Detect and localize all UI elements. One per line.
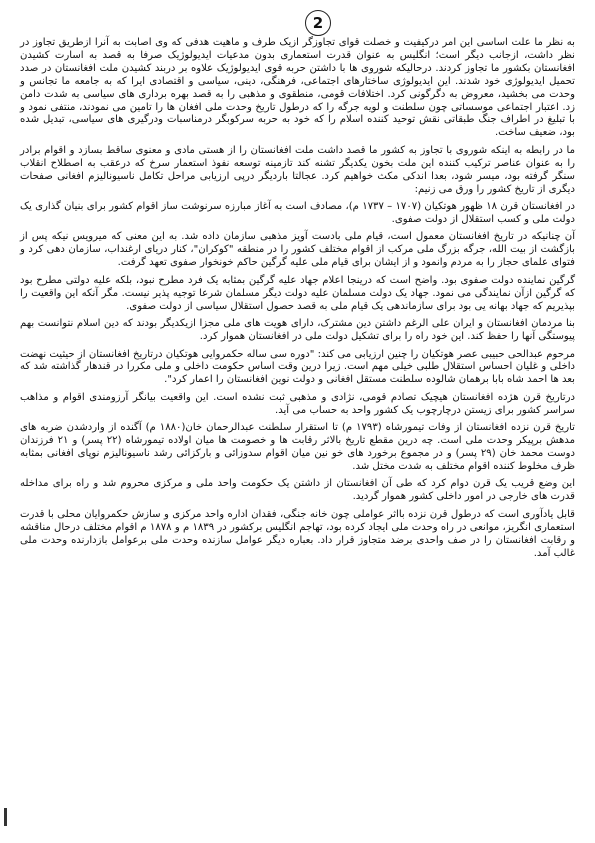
paragraph: ما در رابطه به اینکه شوروی با تجاوز به کشور ما قصد داشت ملت افغانستان را از هستی مادی و معنوی ساقط بسازد و اقوام برادر را به عنوان عناصر ترکیب کننده این ملت بخون یکدیگر تشنه کند تازمینه توسعه نفوذ استعمار سرخ که درعقب به اصطلاح انقلاب سنگر گرفته بود، میسر شود، بعدا اندکی مکث خواهیم کرد. عجالتا باردیگر درپی ارزیابی مراحل تکامل ناسیونالیزم افغانی صفحات دیگری از تاریخ کشور را ورق می زنیم: bbox=[20, 144, 575, 195]
page-header bbox=[20, 10, 575, 37]
paragraph: قابل یادآوری است که درطول قرن نزده بااثر عواملی چون خانه جنگی، فقدان اداره واحد مرکزی و سازش حکمروایان محلی با قدرت استعماری انگریز، موانعی در راه وحدت ملی ایجاد کرده بود، تهاجم انگلیس برکشور در ۱۸۳۹ م و ۱۸۷۸ م اقوام مختلف درحال مناقشه و رقابت افغانستان را در صف واحدی برضد متجاوز قرار داد. بعباره دیگر عوامل سازنده وحدت ملی برعوامل بازدارنده وحدت ملی غالب آمد. bbox=[20, 508, 575, 559]
paragraph: درتاریخ قرن هژده افغانستان هیچیک تصادم قومی، نژادی و مذهبی ثبت نشده است. این واقعیت بیانگر آرزومندی اقوام و مذاهب سراسر کشور برای زیستن درچارچوب یک کشور واحد به حساب می آید. bbox=[20, 391, 575, 416]
margin-mark bbox=[4, 808, 7, 826]
paragraph: آن چنانیکه در تاریخ افغانستان معمول است، قیام ملی بادست آویز مذهبی سازمان داده شد. به این معنی که میرویس نیکه پس از بازگشت از بیت الله، جرگه بزرگ ملی مرکب از اقوام مختلف کشور را در منطقه "کوکران"، کنار دریای ارغنداب، سازمان دهی کرد و فتوای علمای حجاز را به مردم وانمود و از ایشان برای قیام ملی علیه گرگین حاکم خونخوار صفوی تعهد گرفت. bbox=[20, 231, 575, 269]
paragraph: گرگین نماینده دولت صفوی بود. واضح است که درینجا اعلام جهاد علیه گرگین بمثابه یک فرد مطرح نبود، بلکه علیه دولتی مطرح بود که گرگین ازآن نمایندگی می نمود. جهاد یک دولت مسلمان علیه دولت دیگر مسلمان شرعا توجیه پذیر نیست. مگر آنکه این واقعیت را بپذیریم که جهاد بهانه یی بود برای سازماندهی یک قیام ملی به قصد حصول استقلال سیاسی از دولت صفوی. bbox=[20, 274, 575, 312]
body-text bbox=[20, 37, 575, 560]
paragraph: مرحوم عبدالحی حبیبی عصر هوتکیان را چنین ارزیابی می کند: "دوره سی ساله حکمروایی هوتکیان درتاریخ افغانستان از حیثیت نهضت داخلی و غلیان احساس استقلال طلبی خیلی مهم است. زیرا درین وقت اساس حکومت داخلی و ملی مکررا در قندهار گذاشته شد که بعد ها احمد شاه بابا برهمان شالوده سلطنت مستقل افغانی و دولت نوین افغانستان را اعمار کرد". bbox=[20, 348, 575, 386]
paragraph: تاریخ قرن نزده افغانستان از وفات تیمورشاه (۱۷۹۳ م) تا استقرار سلطنت عبدالرحمان خان(۱۸۸۰ م) آگنده از واردشدن ضربه های مدهش برپیکر وحدت ملی است. چه درین مقطع تاریخ بالاثر رقابت ها و خصومت ها میان اولاده تیمورشاه (۲۲ پسر) و ۲۱ فرزندان دوست محمد خان (۲۹ پسر) و در مجموع برخورد های خو نین میان اقوام سدوزائی و بارکزائی رشد ناسیونالیزم نوپای افغانی بمثابه ظرف مخلوط کننده اقوام مختلف به شدت مختل شد. bbox=[20, 422, 575, 472]
paragraph: بنا مردمان افغانستان و ایران علی الرغم داشتن دین مشترک، دارای هویت های ملی مجزا ازیکدیگر بودند که دین اسلام نتوانست بهم پیوستگی آنها را حفظ کند. این خود راه را برای تشکیل دولت ملی در افغانستان هموار کرد. bbox=[20, 318, 575, 342]
paragraph: در افغانستان قرن ۱۸ ظهور هوتکیان (۱۷۰۷ – ۱۷۳۷ م)، مصادف است به آغاز مبارزه سرنوشت ساز اقوام کشور برای بنیان گذاری یک دولت ملی و کسب استقلال از دولت صفوی. bbox=[20, 201, 576, 225]
paragraph: به نظر ما علت اساسی این امر درکیفیت و خصلت قوای تجاوزگر ازیک طرف و ماهیت هدفی که وی اصابت به آنرا ازطریق تجاوز در نظر داشت، ازجانب دیگر است؛ انگلیس به عنوان قدرت استعماری بدون مدعیات ایدیولوژیک صرفا به قصد به اسارت کشیدن افغانستان بکشور ما تجاوز کردند. درحالیکه شوروی ها با داشتن حربه قوی ایدیولوژیک علاوه بر دربند کشیدن ملت افغانستان در صدد تحمیل ایدیولوژی خود شدند. این ایدیولوژی ساختارهای اجتماعی، فرهنگی، دینی، سیاسی و اقتصادی ایرا که به جامعه ما تجانس و وحدت می بخشید، معروض به دگرگونی کرد. اختلافات قومی، منطقوی و مذهبی را به قصد بهره برداری های سیاسی به شدت دامن زد. اعتبار اجتماعی موسساتی چون سلطنت و لویه جرگه را که درطول تاریخ وحدت ملی افغان ها را تامین می نمودند، منتفی نمود و با تبلیغ در اطراف جنگ طبقاتی نقش توحید کننده اسلام را که خود به حربه سرکوبگر درمناسبات ودرگیری های سیاسی، تبدیل شده بود، ضعیف ساخت. bbox=[20, 37, 575, 139]
page-number: 2 bbox=[305, 10, 331, 36]
paragraph: این وضع قریب یک قرن دوام کرد که طی آن افغانستان از داشتن یک حکومت واحد ملی و مرکزی محروم شد و راه برای مداخله قدرت های خارجی در امور داخلی کشور هموار گردید. bbox=[20, 478, 575, 503]
